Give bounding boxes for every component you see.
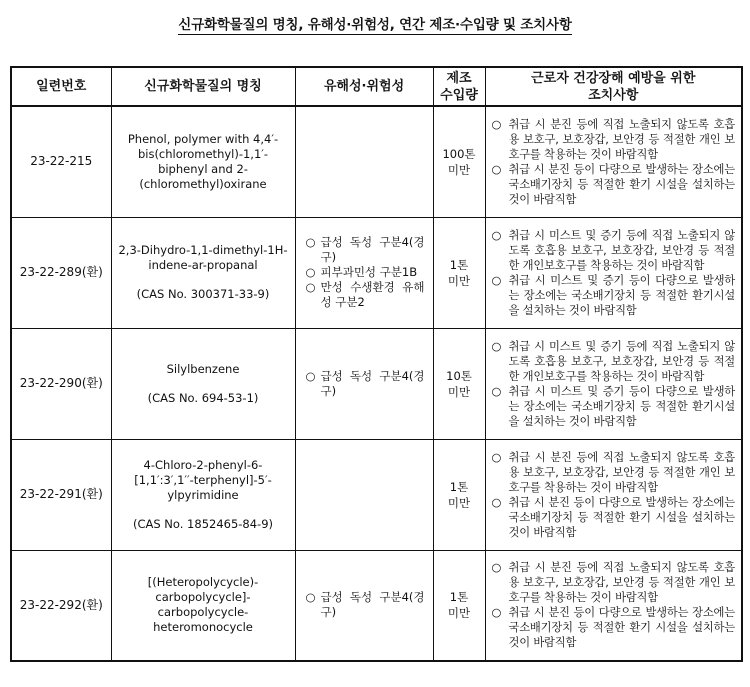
cell-chemical-name [111, 439, 295, 550]
cell-actions [485, 550, 742, 661]
serial-number: 23-22-292(환) [19, 597, 103, 612]
header-qty [433, 67, 485, 106]
action-item-text: 취급 시 미스트 및 증기 등에 직접 노출되지 않도록 호흡용 보호구, 보호장갑, 보안경 등 적절한 개인보호구를 착용하는 것이 바람직함 [508, 339, 735, 383]
quantity-qualifier: 미만 [447, 162, 471, 177]
header-action-line1: 근로자 건강장해 예방을 위한 [531, 70, 696, 86]
table-row [11, 328, 742, 439]
action-item [492, 605, 736, 650]
action-item-text: 취급 시 분진 등이 다량으로 발생하는 장소에는 국소배기장치 등 적절한 환기 시설을 설치하는 것이 바람직함 [508, 162, 735, 206]
hazard-item-text: 피부과민성 구분1B [320, 265, 418, 279]
hazard-item [306, 235, 425, 265]
bullet-circle-icon: ○ [491, 450, 502, 464]
cell-serial-number [11, 106, 111, 217]
hazard-item-text: 급성 독성 구분4(경구) [320, 590, 425, 620]
bullet-circle-icon: ○ [491, 228, 502, 242]
action-item [492, 273, 736, 318]
bullet-circle-icon: ○ [305, 590, 316, 605]
cell-hazard [295, 328, 433, 439]
bullet-circle-icon: ○ [491, 495, 502, 509]
cell-chemical-name [111, 550, 295, 661]
chemical-name: Phenol, polymer with 4,4′-bis(chloromethyl)-1,1′-biphenyl and 2-(chloromethyl)oxirane [127, 131, 279, 191]
table-header-row [11, 67, 742, 106]
serial-number: 23-22-215 [30, 154, 93, 169]
cell-hazard [295, 106, 433, 217]
action-item [492, 495, 736, 540]
action-item-text: 취급 시 미스트 및 증기 등이 다량으로 발생하는 장소에는 국소배기장치 등 적절한 환기시설을 설치하는 것이 바람직함 [508, 384, 735, 428]
cell-serial-number [11, 550, 111, 661]
chemical-name: 2,3-Dihydro-1,1-dimethyl-1H-indene-ar-propanal [118, 243, 288, 272]
hazard-item-text: 만성 수생환경 유해성 구분2 [320, 280, 425, 309]
quantity-qualifier: 미만 [447, 606, 471, 621]
bullet-circle-icon: ○ [491, 606, 502, 620]
action-item [492, 162, 736, 207]
action-item-text: 취급 시 분진 등에 직접 노출되지 않도록 호흡용 보호구, 보호장갑, 보안경 등 적절한 개인 보호구를 착용하는 것이 바람직함 [508, 561, 735, 605]
action-item-text: 취급 시 분진 등에 직접 노출되지 않도록 호흡용 보호구, 보호장갑, 보안경 등 적절한 개인 보호구를 착용하는 것이 바람직함 [508, 117, 735, 161]
chemical-table [10, 66, 743, 662]
action-item-text: 취급 시 분진 등이 다량으로 발생하는 장소에는 국소배기장치 등 적절한 환기 시설을 설치하는 것이 바람직함 [508, 606, 735, 650]
hazard-item-text: 급성 독성 구분4(경구) [320, 235, 425, 264]
action-item-text: 취급 시 분진 등이 다량으로 발생하는 장소에는 국소배기장치 등 적절한 환기 시설을 설치하는 것이 바람직함 [508, 495, 735, 539]
cell-chemical-name [111, 106, 295, 217]
cell-hazard [295, 550, 433, 661]
document-title-text: 신규화학물질의 명칭, 유해성·위험성, 연간 제조·수입량 및 조치사항 [178, 17, 572, 33]
chemical-name: Silylbenzene [166, 361, 240, 376]
cell-actions [485, 106, 742, 217]
bullet-circle-icon: ○ [491, 384, 502, 398]
quantity-amount: 100톤 [442, 146, 476, 161]
header-id: 일련번호 [11, 67, 111, 106]
bullet-circle-icon: ○ [305, 235, 316, 249]
action-item-text: 취급 시 미스트 및 증기 등이 다량으로 발생하는 장소에는 국소배기장치 등 적절한 환기시설을 설치하는 것이 바람직함 [508, 273, 735, 317]
header-qty-line2: 수입량 [440, 87, 478, 103]
cell-quantity [433, 550, 485, 661]
chemical-name: 4-Chloro-2-phenyl-6-[1,1′:3′,1′′-terphenyl]-5′-ylpyrimidine [134, 457, 272, 502]
cell-chemical-name [111, 217, 295, 328]
quantity-qualifier: 미만 [447, 495, 471, 510]
bullet-circle-icon: ○ [305, 368, 316, 383]
serial-number: 23-22-291(환) [19, 487, 103, 501]
bullet-circle-icon: ○ [305, 265, 316, 279]
action-item-text: 취급 시 분진 등에 직접 노출되지 않도록 호흡용 보호구, 보호장갑, 보안경 등 적절한 개인 보호구를 착용하는 것이 바람직함 [508, 450, 735, 494]
cas-number: (CAS No. 1852465-84-9) [132, 516, 274, 531]
action-item [492, 560, 736, 605]
bullet-circle-icon: ○ [491, 561, 502, 575]
cell-serial-number [11, 328, 111, 439]
cell-serial-number [11, 217, 111, 328]
hazard-item [306, 369, 425, 399]
header-hazard: 유해성·위험성 [295, 67, 433, 106]
bullet-circle-icon: ○ [491, 339, 502, 353]
cell-serial-number [11, 439, 111, 550]
hazard-item [306, 265, 425, 280]
document-title [0, 13, 750, 33]
cell-actions [485, 439, 742, 550]
cell-chemical-name [111, 328, 295, 439]
cell-hazard [295, 439, 433, 550]
serial-number: 23-22-289(환) [19, 265, 103, 279]
action-item [492, 450, 736, 495]
hazard-item [306, 280, 425, 310]
cell-quantity [433, 328, 485, 439]
serial-number: 23-22-290(환) [19, 376, 103, 390]
cell-hazard [295, 217, 433, 328]
cas-number: (CAS No. 300371-33-9) [136, 287, 270, 301]
chemical-name: [(Heteropolycycle)-carbopolycycle]-carbopolycycle-heteromonocycle [147, 575, 259, 635]
header-action [485, 67, 742, 106]
table-row [11, 106, 742, 217]
bullet-circle-icon: ○ [491, 117, 502, 131]
cell-quantity [433, 439, 485, 550]
header-name: 신규화학물질의 명칭 [111, 67, 295, 106]
hazard-item [306, 590, 425, 620]
hazard-item-text: 급성 독성 구분4(경구) [320, 368, 425, 398]
quantity-amount: 1톤 [449, 479, 469, 494]
bullet-circle-icon: ○ [491, 273, 502, 287]
action-item [492, 384, 736, 429]
cas-number: (CAS No. 694-53-1) [147, 390, 259, 405]
cell-quantity [433, 217, 485, 328]
header-action-line2: 조치사항 [588, 87, 639, 103]
table-row [11, 550, 742, 661]
cell-quantity [433, 106, 485, 217]
quantity-qualifier: 미만 [447, 384, 471, 399]
action-item-text: 취급 시 미스트 및 증기 등에 직접 노출되지 않도록 호흡용 보호구, 보호장갑, 보안경 등 적절한 개인보호구를 착용하는 것이 바람직함 [508, 228, 735, 272]
quantity-amount: 1톤 [449, 257, 469, 272]
bullet-circle-icon: ○ [305, 280, 316, 294]
action-item [492, 117, 736, 162]
bullet-circle-icon: ○ [491, 162, 502, 176]
cell-actions [485, 328, 742, 439]
table-row [11, 217, 742, 328]
action-item [492, 339, 736, 384]
quantity-qualifier: 미만 [447, 273, 471, 288]
table-row [11, 439, 742, 550]
cell-actions [485, 217, 742, 328]
quantity-amount: 1톤 [449, 590, 469, 605]
action-item [492, 228, 736, 273]
header-qty-line1: 제조 [446, 70, 472, 86]
quantity-amount: 10톤 [446, 368, 472, 383]
